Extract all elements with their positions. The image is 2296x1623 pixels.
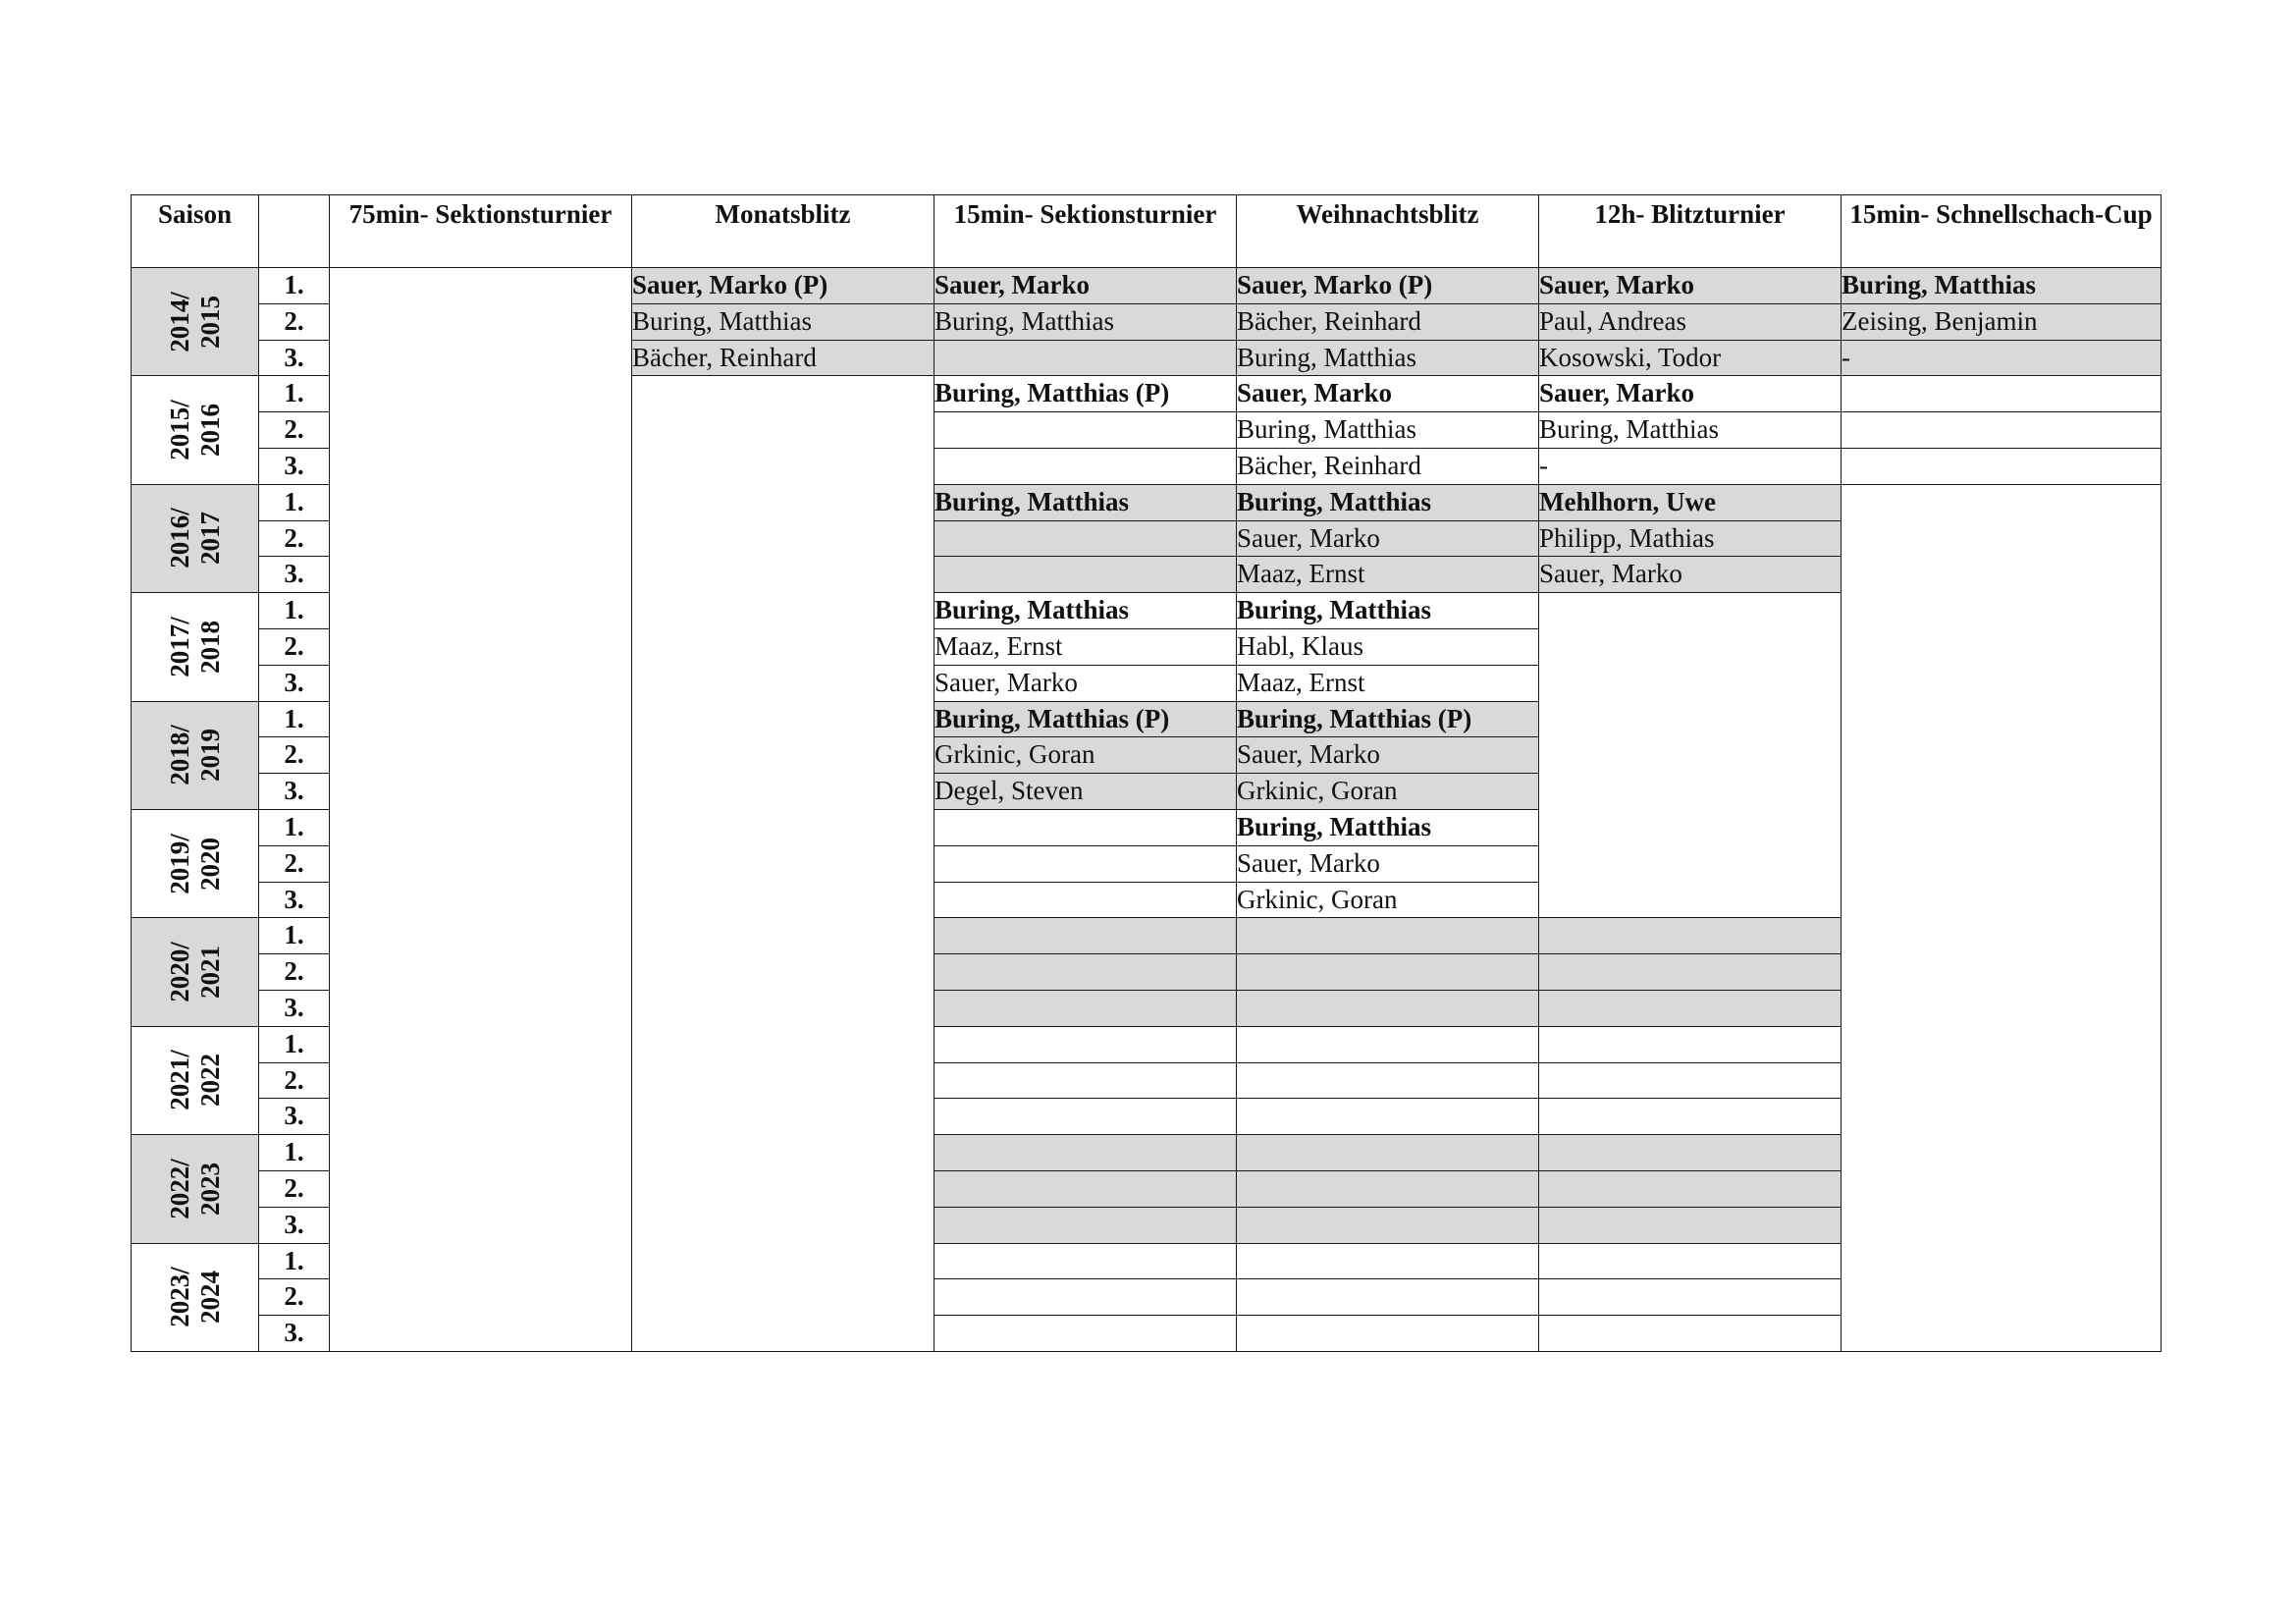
rank-cell: 1. [259,376,330,412]
rank-cell: 1. [259,484,330,520]
weihnachtsblitz-cell: Habl, Klaus [1237,628,1539,665]
season-text: 2020/ 2021 [164,942,225,1002]
sektionsturnier-15min-cell [934,1243,1237,1279]
weihnachtsblitz-cell [1237,1026,1539,1062]
blitzturnier-12h-cell [1539,1243,1842,1279]
sektionsturnier-15min-cell: Sauer, Marko [934,268,1237,304]
schnellschach-cup-cell: Buring, Matthias [1842,268,2162,304]
season-label [132,376,259,484]
schnellschach-cup-cell: - [1842,340,2162,376]
blitzturnier-12h-cell [1539,1207,1842,1243]
monatsblitz-cell: Bächer, Reinhard [632,340,934,376]
rank-cell: 2. [259,1062,330,1099]
weihnachtsblitz-cell: Buring, Matthias [1237,412,1539,449]
blitzturnier-12h-empty-region [1539,593,1842,918]
weihnachtsblitz-cell [1237,1170,1539,1207]
weihnachtsblitz-cell [1237,990,1539,1026]
sektionsturnier-15min-cell [934,1135,1237,1171]
sektionsturnier-15min-cell: Buring, Matthias [934,484,1237,520]
header-schnellschach-cup: 15min- Schnellschach-Cup [1842,195,2162,268]
blitzturnier-12h-cell: Paul, Andreas [1539,303,1842,340]
sektionsturnier-15min-cell [934,1062,1237,1099]
monatsblitz-empty-region [632,376,934,1352]
rank-cell: 2. [259,303,330,340]
blitzturnier-12h-cell [1539,918,1842,954]
sektionsturnier-15min-cell: Degel, Steven [934,774,1237,810]
weihnachtsblitz-cell: Bächer, Reinhard [1237,448,1539,484]
rank-cell: 1. [259,809,330,845]
season-text: 2023/ 2024 [164,1267,225,1327]
rank-cell: 2. [259,954,330,991]
weihnachtsblitz-cell: Bächer, Reinhard [1237,303,1539,340]
blitzturnier-12h-cell: Philipp, Mathias [1539,520,1842,557]
blitzturnier-12h-cell [1539,1279,1842,1316]
weihnachtsblitz-cell: Sauer, Marko [1237,520,1539,557]
season-text: 2017/ 2018 [164,617,225,677]
rank-cell: 1. [259,1026,330,1062]
sektionsturnier-15min-cell [934,1279,1237,1316]
rank-cell: 3. [259,557,330,593]
season-label [132,593,259,701]
weihnachtsblitz-cell: Buring, Matthias [1237,593,1539,629]
weihnachtsblitz-cell [1237,1279,1539,1316]
season-label [132,1243,259,1351]
rank-cell: 2. [259,737,330,774]
blitzturnier-12h-cell [1539,1170,1842,1207]
season-text: 2018/ 2019 [164,725,225,786]
sektionsturnier-15min-cell: Buring, Matthias (P) [934,376,1237,412]
rank-cell: 3. [259,1099,330,1135]
rank-cell: 3. [259,1207,330,1243]
blitzturnier-12h-cell [1539,954,1842,991]
blitzturnier-12h-cell: Sauer, Marko [1539,376,1842,412]
blitzturnier-12h-cell [1539,1062,1842,1099]
results-table [131,194,2162,1352]
season-text: 2021/ 2022 [164,1050,225,1111]
weihnachtsblitz-cell: Buring, Matthias (P) [1237,701,1539,737]
weihnachtsblitz-cell [1237,954,1539,991]
season-label [132,1026,259,1134]
rank-cell: 2. [259,1279,330,1316]
weihnachtsblitz-cell: Buring, Matthias [1237,484,1539,520]
weihnachtsblitz-cell: Sauer, Marko [1237,737,1539,774]
rank-cell: 3. [259,665,330,701]
rank-cell: 2. [259,845,330,882]
rank-cell: 1. [259,593,330,629]
sektionsturnier-15min-cell [934,340,1237,376]
rank-cell: 1. [259,701,330,737]
season-text: 2014/ 2015 [164,291,225,352]
rank-cell: 1. [259,1135,330,1171]
rank-cell: 2. [259,520,330,557]
sektionsturnier-15min-cell: Buring, Matthias [934,303,1237,340]
header-row [132,195,2162,268]
sektionsturnier-15min-cell [934,809,1237,845]
sektionsturnier-15min-cell [934,882,1237,918]
blitzturnier-12h-cell [1539,990,1842,1026]
rank-cell: 1. [259,918,330,954]
sektionsturnier-15min-cell [934,990,1237,1026]
blitzturnier-12h-cell: Buring, Matthias [1539,412,1842,449]
sektionsturnier-15min-cell: Buring, Matthias [934,593,1237,629]
header-weihnachtsblitz: Weihnachtsblitz [1237,195,1539,268]
weihnachtsblitz-cell: Sauer, Marko [1237,845,1539,882]
season-label [132,1135,259,1243]
schnellschach-cup-empty-region [1842,484,2162,1351]
header-saison: Saison [132,195,259,268]
sektionsturnier-15min-cell: Sauer, Marko [934,665,1237,701]
sektionsturnier-15min-cell [934,1026,1237,1062]
rank-cell: 3. [259,448,330,484]
weihnachtsblitz-cell [1237,1243,1539,1279]
weihnachtsblitz-cell [1237,1099,1539,1135]
season-text: 2022/ 2023 [164,1159,225,1219]
weihnachtsblitz-cell [1237,918,1539,954]
season-text: 2019/ 2020 [164,833,225,894]
sektionsturnier-15min-cell [934,448,1237,484]
sektionsturnier-15min-cell [934,412,1237,449]
rank-cell: 2. [259,412,330,449]
header-12h-blitzturnier: 12h- Blitzturnier [1539,195,1842,268]
table-row [132,268,2162,304]
season-text: 2016/ 2017 [164,508,225,569]
weihnachtsblitz-cell [1237,1062,1539,1099]
rank-cell: 2. [259,628,330,665]
sektionsturnier-15min-cell [934,954,1237,991]
header-monatsblitz: Monatsblitz [632,195,934,268]
rank-cell: 3. [259,774,330,810]
sektionsturnier-75min-empty-region [330,268,632,1352]
sektionsturnier-15min-cell [934,557,1237,593]
sektionsturnier-15min-cell [934,1170,1237,1207]
season-label [132,268,259,376]
sektionsturnier-15min-cell [934,1316,1237,1352]
rank-cell: 1. [259,1243,330,1279]
blitzturnier-12h-cell: Kosowski, Todor [1539,340,1842,376]
rank-cell: 3. [259,990,330,1026]
rank-cell: 1. [259,268,330,304]
header-15min-sektionsturnier: 15min- Sektionsturnier [934,195,1237,268]
schnellschach-cup-cell [1842,412,2162,449]
monatsblitz-cell: Sauer, Marko (P) [632,268,934,304]
sektionsturnier-15min-cell [934,845,1237,882]
rank-cell: 2. [259,1170,330,1207]
season-label [132,701,259,809]
season-label [132,484,259,592]
sektionsturnier-15min-cell: Grkinic, Goran [934,737,1237,774]
weihnachtsblitz-cell: Grkinic, Goran [1237,882,1539,918]
sektionsturnier-15min-cell: Maaz, Ernst [934,628,1237,665]
weihnachtsblitz-cell [1237,1135,1539,1171]
sektionsturnier-15min-cell: Buring, Matthias (P) [934,701,1237,737]
blitzturnier-12h-cell [1539,1026,1842,1062]
weihnachtsblitz-cell: Sauer, Marko (P) [1237,268,1539,304]
weihnachtsblitz-cell: Buring, Matthias [1237,809,1539,845]
rank-cell: 3. [259,882,330,918]
sektionsturnier-15min-cell [934,1207,1237,1243]
weihnachtsblitz-cell: Maaz, Ernst [1237,665,1539,701]
monatsblitz-cell: Buring, Matthias [632,303,934,340]
blitzturnier-12h-cell: Sauer, Marko [1539,557,1842,593]
blitzturnier-12h-cell: Sauer, Marko [1539,268,1842,304]
header-75min-sektionsturnier: 75min- Sektionsturnier [330,195,632,268]
weihnachtsblitz-cell: Grkinic, Goran [1237,774,1539,810]
weihnachtsblitz-cell: Sauer, Marko [1237,376,1539,412]
weihnachtsblitz-cell [1237,1316,1539,1352]
schnellschach-cup-cell [1842,448,2162,484]
weihnachtsblitz-cell: Buring, Matthias [1237,340,1539,376]
blitzturnier-12h-cell [1539,1099,1842,1135]
blitzturnier-12h-cell [1539,1316,1842,1352]
season-label [132,918,259,1026]
sektionsturnier-15min-cell [934,918,1237,954]
sektionsturnier-15min-cell [934,520,1237,557]
blitzturnier-12h-cell: Mehlhorn, Uwe [1539,484,1842,520]
weihnachtsblitz-cell [1237,1207,1539,1243]
header-rank [259,195,330,268]
season-text: 2015/ 2016 [164,400,225,460]
schnellschach-cup-cell [1842,376,2162,412]
rank-cell: 3. [259,1316,330,1352]
rank-cell: 3. [259,340,330,376]
blitzturnier-12h-cell [1539,1135,1842,1171]
sektionsturnier-15min-cell [934,1099,1237,1135]
schnellschach-cup-cell: Zeising, Benjamin [1842,303,2162,340]
season-label [132,809,259,917]
blitzturnier-12h-cell: - [1539,448,1842,484]
weihnachtsblitz-cell: Maaz, Ernst [1237,557,1539,593]
